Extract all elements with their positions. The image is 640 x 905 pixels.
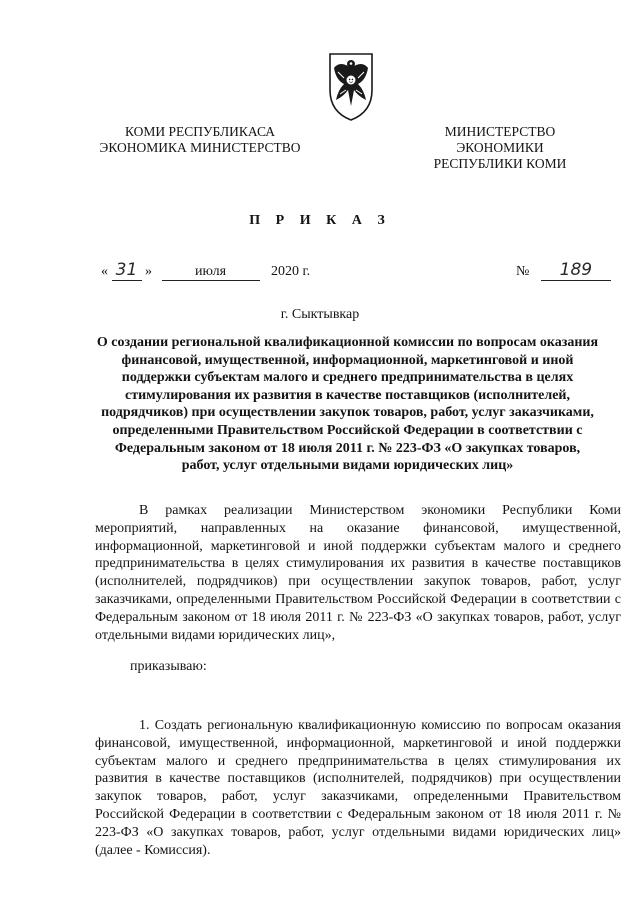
ministry-header-russian (400, 124, 600, 172)
preamble-paragraph: В рамках реализации Министерством экономики Республики Коми мероприятий, направленных на оказание финансовой, имущественной, информационной, маркетинговой и иной поддержки субъектам малого и среднего предпринимательства в целях стимулирования их развития в качестве поставщиков (исполнителей, подрядчиков) при осуществлении закупок товаров, работ, услуг заказчиками, определенными Правительством Российской Федерации в соответствии с Федеральным законом от 18 июля 2011 г. № 223-ФЗ «О закупках товаров, работ, услуг отдельными видами юридических лиц», (95, 503, 621, 643)
number-sign: № (516, 264, 530, 279)
order-month: июля (162, 264, 260, 281)
order-number-value: 189 (541, 260, 611, 281)
open-quote: « (101, 264, 108, 279)
order-word: приказываю: (130, 659, 207, 674)
order-day: 31 (112, 260, 142, 281)
document-title: П Р И К А З (249, 213, 391, 228)
order-year: 2020 г. (271, 264, 311, 279)
header-left-line1: КОМИ РЕСПУБЛИКАСА (124, 124, 276, 139)
clause-1-paragraph: 1. Создать региональную квалификационную комиссию по вопросам оказания финансовой, имущественной, информационной, маркетинговой и иной поддержки субъектам малого и среднего предпринимательства в целях стимулирования их развития в качестве поставщиков (исполнителей, подрядчиков) при осуществлении закупок товаров, работ, услуг заказчиками, определенными Правительством Российской Федерации в соответствии с Федеральным законом от 18 июля 2011 г. № 223-ФЗ «О закупках товаров, работ, услуг отдельными видами юридических лиц» (далее - Комиссия). (95, 718, 621, 858)
header-right-line2: РЕСПУБЛИКИ КОМИ (433, 156, 567, 171)
komi-coat-of-arms-icon (326, 50, 376, 122)
close-quote: » (145, 264, 152, 279)
ministry-header-komi (95, 124, 305, 156)
header-right-line1: МИНИСТЕРСТВО ЭКОНОМИКИ (444, 124, 556, 155)
header-left-line2: ЭКОНОМИКА МИНИСТЕРСТВО (99, 140, 301, 155)
city: г. Сыктывкар (280, 307, 360, 322)
order-date (101, 260, 310, 281)
order-subject: О создании региональной квалификационной комиссии по вопросам оказания финансовой, имущественной, информационной, маркетинговой и иной поддержки субъектам малого и среднего предпринимательства в целях стимулирования их развития в качестве поставщиков (исполнителей, подрядчиков) при осуществлении закупок товаров, работ, услуг заказчиками, определенными Правительством Российской Федерации в соответствии с Федеральным законом от 18 июля 2011 г. № 223-ФЗ «О закупках товаров, работ, услуг отдельными видами юридических лиц» (96, 335, 599, 474)
order-number (516, 260, 611, 281)
